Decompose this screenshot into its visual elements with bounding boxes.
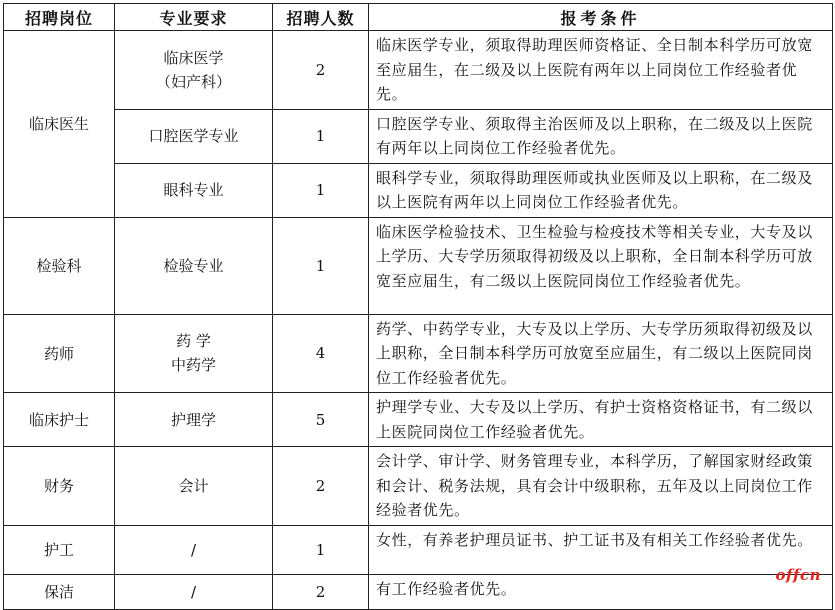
count-cell: 1 — [273, 163, 369, 217]
major-line: 药 学 — [176, 332, 211, 351]
table-row — [4, 314, 833, 393]
conditions-cell: 临床医学专业，须取得助理医师资格证、全日制本科学历可放宽至应届生，在二级及以上医院有两年以上同岗位工作经验者优先。 — [369, 31, 833, 110]
count-cell: 1 — [273, 525, 369, 574]
header-major: 专业要求 — [115, 4, 273, 31]
count-cell: 2 — [273, 447, 369, 526]
post-cleaner: 保洁 — [4, 574, 115, 609]
header-post: 招聘岗位 — [4, 4, 115, 31]
major-line: 会计 — [178, 476, 209, 495]
major-cell — [115, 217, 273, 314]
count-cell: 1 — [273, 217, 369, 314]
major-line: 临床医学 — [163, 48, 224, 67]
post-care-worker: 护工 — [4, 525, 115, 574]
major-line: 眼科专业 — [163, 181, 224, 199]
count-cell: 4 — [273, 314, 369, 393]
recruitment-table-container — [3, 3, 833, 610]
count-cell: 5 — [273, 393, 369, 447]
major-line: （妇产科） — [155, 72, 231, 91]
count-cell: 2 — [273, 31, 369, 110]
major-line: 口腔医学专业 — [148, 127, 239, 145]
conditions-cell: 眼科学专业，须取得助理医师或执业医师及以上职称，在二级及以上医院有两年以上同岗位工作经验者优先。 — [369, 163, 833, 217]
count-cell: 1 — [273, 109, 369, 163]
table-row — [4, 109, 833, 163]
major-cell — [115, 163, 273, 217]
table-row — [4, 393, 833, 447]
major-line: 护理学 — [170, 410, 216, 429]
conditions-cell: 护理学专业、大专及以上学历、有护士资格资格证书，有二级以上医院同岗位工作经验者优先。 — [369, 393, 833, 447]
conditions-cell: 有工作经验者优先。 — [369, 574, 833, 609]
conditions-cell: 临床医学检验技术、卫生检验与检疫技术等相关专业，大专及以上学历、大专学历须取得初级及以上职称，全日制本科学历可放宽至应届生，有二级以上医院同岗位工作经验者优先。 — [369, 217, 833, 314]
post-clinical-nurse: 临床护士 — [4, 393, 115, 447]
header-conditions: 报考条件 — [369, 4, 833, 31]
major-cell — [115, 31, 273, 110]
count-cell: 2 — [273, 574, 369, 609]
table-header-row — [4, 4, 833, 31]
post-clinical-doctor: 临床医生 — [4, 31, 115, 218]
post-pharmacist: 药师 — [4, 314, 115, 393]
recruitment-table — [3, 3, 833, 610]
table-row — [4, 163, 833, 217]
post-lab: 检验科 — [4, 217, 115, 314]
table-row — [4, 217, 833, 314]
major-cell — [115, 574, 273, 609]
major-line: / — [190, 540, 197, 559]
post-finance: 财务 — [4, 447, 115, 526]
table-row — [4, 31, 833, 110]
major-line: 中药学 — [170, 356, 216, 375]
table-row — [4, 525, 833, 574]
major-line: / — [190, 582, 197, 601]
header-count: 招聘人数 — [273, 4, 369, 31]
major-cell — [115, 393, 273, 447]
major-cell — [115, 525, 273, 574]
table-row — [4, 447, 833, 526]
table-row — [4, 574, 833, 609]
major-cell — [115, 447, 273, 526]
conditions-cell: 药学、中药学专业，大专及以上学历、大专学历须取得初级及以上职称，全日制本科学历可放宽至应届生，有二级以上医院同岗位工作经验者优先。 — [369, 314, 833, 393]
major-line: 检验专业 — [163, 256, 224, 275]
watermark-logo: offcn — [775, 566, 821, 584]
conditions-cell: 口腔医学专业、须取得主治医师及以上职称，在二级及以上医院有两年以上同岗位工作经验者优先。 — [369, 109, 833, 163]
conditions-cell: 会计学、审计学、财务管理专业，本科学历，了解国家财经政策和会计、税务法规，具有会计中级职称，五年及以上同岗位工作经验者优先。 — [369, 447, 833, 526]
conditions-cell: 女性，有养老护理员证书、护工证书及有相关工作经验者优先。 — [369, 525, 833, 574]
major-cell — [115, 109, 273, 163]
major-cell — [115, 314, 273, 393]
